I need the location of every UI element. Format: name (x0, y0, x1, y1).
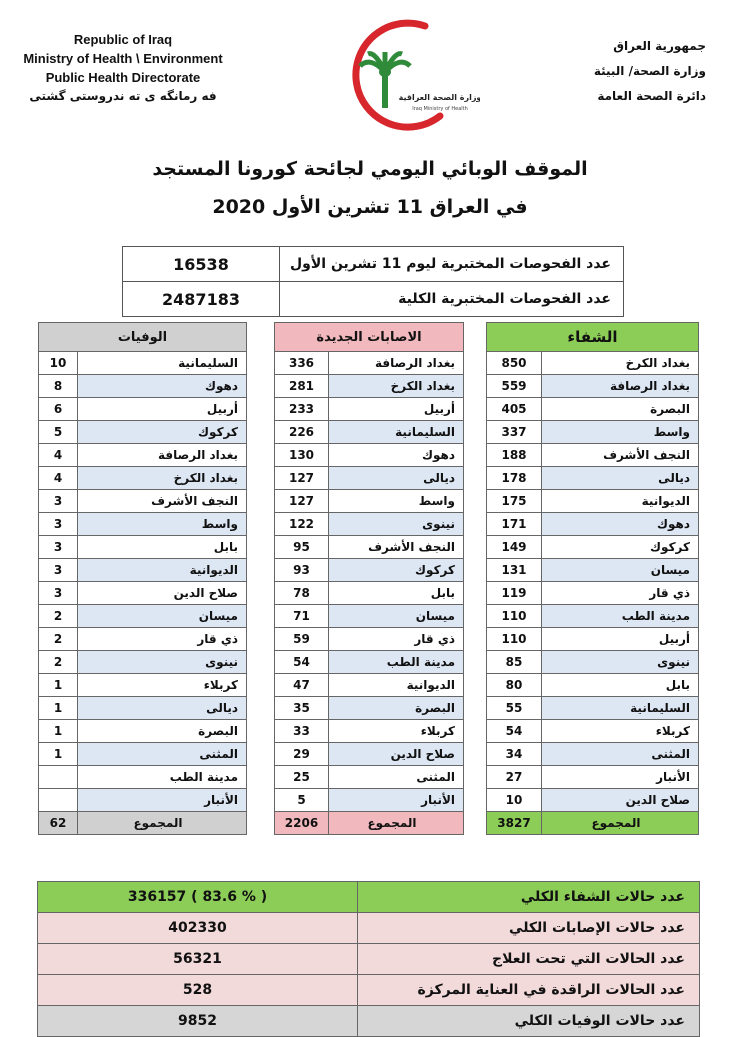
governorate-name: صلاح الدين (78, 582, 247, 605)
governorate-count: 78 (275, 582, 329, 605)
table-row (487, 536, 699, 559)
governorate-name: واسط (329, 490, 464, 513)
header-ar-line: دائرة الصحة العامة (597, 89, 706, 103)
table-row (487, 467, 699, 490)
table-row (39, 674, 247, 697)
table-row (487, 674, 699, 697)
governorate-name: صلاح الدين (542, 789, 699, 812)
table-row (275, 375, 464, 398)
tests-table (122, 246, 624, 317)
governorate-name: واسط (542, 421, 699, 444)
governorate-count: 281 (275, 375, 329, 398)
governorate-name: دهوك (542, 513, 699, 536)
governorate-name: نينوى (78, 651, 247, 674)
summary-value: 9852 (38, 1006, 358, 1037)
governorate-count: 54 (487, 720, 542, 743)
header-en-line: Ministry of Health \ Environment (23, 51, 223, 66)
tests-value: 2487183 (123, 282, 280, 317)
governorate-count: 233 (275, 398, 329, 421)
governorate-count: 175 (487, 490, 542, 513)
governorate-count: 337 (487, 421, 542, 444)
governorate-name: النجف الأشرف (542, 444, 699, 467)
governorate-count: 131 (487, 559, 542, 582)
table-row (275, 559, 464, 582)
table-row (487, 559, 699, 582)
governorate-name: واسط (78, 513, 247, 536)
governorate-count: 80 (487, 674, 542, 697)
governorate-count: 25 (275, 766, 329, 789)
table-row (487, 743, 699, 766)
governorate-name: النجف الأشرف (329, 536, 464, 559)
governorate-count: 122 (275, 513, 329, 536)
governorate-count: 4 (39, 467, 78, 490)
governorate-count: 1 (39, 674, 78, 697)
governorate-count: 55 (487, 697, 542, 720)
table-row (39, 467, 247, 490)
table-row (275, 674, 464, 697)
page-title: الموقف الوبائي اليومي لجائحة كورونا المستجد (152, 158, 588, 180)
governorate-name: صلاح الدين (329, 743, 464, 766)
table-row (275, 743, 464, 766)
header-arabic (546, 34, 706, 109)
governorate-count: 178 (487, 467, 542, 490)
table-header: الشفاء (487, 323, 699, 352)
summary-row (38, 882, 700, 913)
table-row (39, 352, 247, 375)
table-row (275, 513, 464, 536)
governorate-count: 850 (487, 352, 542, 375)
governorate-name: الأنبار (329, 789, 464, 812)
tests-value: 16538 (123, 247, 280, 282)
table-row (275, 628, 464, 651)
table-row (487, 789, 699, 812)
governorate-count: 3 (39, 536, 78, 559)
table-row (487, 651, 699, 674)
table-row (39, 536, 247, 559)
table-row (39, 766, 247, 789)
header-english (4, 30, 242, 106)
summary-row (38, 1006, 700, 1037)
governorate-count: 47 (275, 674, 329, 697)
governorate-name: كربلاء (78, 674, 247, 697)
table-row (275, 651, 464, 674)
governorate-name: المثنى (78, 743, 247, 766)
governorate-count: 405 (487, 398, 542, 421)
tests-label: عدد الفحوصات المختبرية الكلية (280, 282, 624, 317)
table-row (275, 352, 464, 375)
governorate-count (39, 789, 78, 812)
governorate-name: الديوانية (78, 559, 247, 582)
governorate-count: 149 (487, 536, 542, 559)
table-row (39, 559, 247, 582)
table-row (275, 490, 464, 513)
governorate-name: النجف الأشرف (78, 490, 247, 513)
page-subtitle: في العراق 11 تشرين الأول 2020 (212, 196, 528, 218)
tests-row (123, 247, 624, 282)
governorate-name: كربلاء (329, 720, 464, 743)
total-label: المجموع (78, 812, 247, 835)
table-row (39, 490, 247, 513)
table-row (275, 720, 464, 743)
table-row (487, 697, 699, 720)
table-total-row (275, 812, 464, 835)
total-value: 2206 (275, 812, 329, 835)
summary-label: عدد حالات الوفيات الكلي (358, 1006, 700, 1037)
table-row (39, 582, 247, 605)
governorate-count (39, 766, 78, 789)
governorate-name: ديالى (78, 697, 247, 720)
table-row (39, 375, 247, 398)
summary-label: عدد حالات الشفاء الكلي (358, 882, 700, 913)
total-label: المجموع (542, 812, 699, 835)
governorate-count: 2 (39, 628, 78, 651)
governorate-count: 559 (487, 375, 542, 398)
governorate-name: مدينة الطب (78, 766, 247, 789)
table-row (39, 789, 247, 812)
governorate-count: 1 (39, 720, 78, 743)
table-row (39, 697, 247, 720)
table-row (275, 444, 464, 467)
governorate-count: 130 (275, 444, 329, 467)
governorate-count: 34 (487, 743, 542, 766)
ministry-logo (330, 16, 480, 136)
governorate-name: بغداد الرصافة (78, 444, 247, 467)
governorate-count: 3 (39, 582, 78, 605)
summary-value: 402330 (38, 913, 358, 944)
table-total-row (39, 812, 247, 835)
governorate-name: بابل (78, 536, 247, 559)
table-row (39, 513, 247, 536)
governorate-count: 85 (487, 651, 542, 674)
table-row (487, 352, 699, 375)
governorate-count: 1 (39, 697, 78, 720)
table-row (487, 421, 699, 444)
governorate-count: 2 (39, 605, 78, 628)
header-en-line: فه رمانگه ی ته ندروستی گشتی (29, 89, 217, 103)
table-row (39, 421, 247, 444)
summary-value: 56321 (38, 944, 358, 975)
governorate-name: بغداد الرصافة (329, 352, 464, 375)
governorate-name: بغداد الكرخ (542, 352, 699, 375)
governorate-name: نينوى (329, 513, 464, 536)
palm-tree-icon (330, 16, 480, 136)
table-header-row (487, 323, 699, 352)
table-row (275, 605, 464, 628)
summary-label: عدد حالات الإصابات الكلي (358, 913, 700, 944)
governorate-name: الديوانية (329, 674, 464, 697)
governorate-count: 1 (39, 743, 78, 766)
recoveries-table (486, 322, 699, 835)
table-row (39, 628, 247, 651)
governorate-name: ذي قار (329, 628, 464, 651)
table-row (487, 628, 699, 651)
governorate-count: 8 (39, 375, 78, 398)
table-row (275, 398, 464, 421)
table-row (275, 582, 464, 605)
table-row (487, 398, 699, 421)
table-row (39, 605, 247, 628)
governorate-count: 29 (275, 743, 329, 766)
governorate-name: مدينة الطب (329, 651, 464, 674)
table-row (39, 444, 247, 467)
governorate-name: أربيل (542, 628, 699, 651)
summary-label: عدد الحالات التي تحت العلاج (358, 944, 700, 975)
table-row (39, 720, 247, 743)
governorate-name: الأنبار (78, 789, 247, 812)
total-label: المجموع (329, 812, 464, 835)
table-header: الوفيات (39, 323, 247, 352)
governorate-name: ميسان (78, 605, 247, 628)
table-row (487, 582, 699, 605)
governorate-count: 33 (275, 720, 329, 743)
summary-row (38, 944, 700, 975)
governorate-name: أربيل (78, 398, 247, 421)
tests-label: عدد الفحوصات المختبرية ليوم 11 تشرين الأول (280, 247, 624, 282)
governorate-name: مدينة الطب (542, 605, 699, 628)
governorate-name: دهوك (329, 444, 464, 467)
governorate-name: البصرة (329, 697, 464, 720)
governorate-name: بابل (329, 582, 464, 605)
summary-value: 528 (38, 975, 358, 1006)
governorate-count: 188 (487, 444, 542, 467)
summary-row (38, 913, 700, 944)
governorate-name: كركوك (542, 536, 699, 559)
governorate-name: بابل (542, 674, 699, 697)
table-row (275, 789, 464, 812)
logo-text: وزارة الصحة العراقية (398, 93, 480, 102)
table-row (275, 766, 464, 789)
governorate-count: 95 (275, 536, 329, 559)
governorate-name: دهوك (78, 375, 247, 398)
governorate-count: 6 (39, 398, 78, 421)
governorate-name: السليمانية (78, 352, 247, 375)
governorate-count: 336 (275, 352, 329, 375)
governorate-count: 119 (487, 582, 542, 605)
deaths-table (38, 322, 247, 835)
tests-row (123, 282, 624, 317)
governorate-count: 171 (487, 513, 542, 536)
governorate-name: ذي قار (78, 628, 247, 651)
header-en-line: Public Health Directorate (45, 70, 201, 85)
governorate-count: 10 (487, 789, 542, 812)
governorate-name: كربلاء (542, 720, 699, 743)
governorate-count: 3 (39, 490, 78, 513)
header-en-line: Republic of Iraq (73, 32, 173, 47)
governorate-count: 3 (39, 559, 78, 582)
governorate-count: 54 (275, 651, 329, 674)
table-row (487, 375, 699, 398)
governorate-count: 71 (275, 605, 329, 628)
governorate-count: 110 (487, 628, 542, 651)
governorate-count: 4 (39, 444, 78, 467)
governorate-count: 2 (39, 651, 78, 674)
governorate-name: نينوى (542, 651, 699, 674)
table-row (487, 720, 699, 743)
governorate-name: بغداد الكرخ (329, 375, 464, 398)
governorate-count: 5 (275, 789, 329, 812)
governorate-name: البصرة (542, 398, 699, 421)
table-total-row (487, 812, 699, 835)
table-header-row (39, 323, 247, 352)
table-row (275, 421, 464, 444)
table-row (39, 651, 247, 674)
table-row (275, 467, 464, 490)
total-value: 62 (39, 812, 78, 835)
table-row (487, 490, 699, 513)
governorate-name: كركوك (329, 559, 464, 582)
table-row (487, 513, 699, 536)
header-ar-line: جمهورية العراق (613, 39, 706, 53)
governorate-count: 3 (39, 513, 78, 536)
table-row (487, 766, 699, 789)
governorate-name: الديوانية (542, 490, 699, 513)
governorate-name: الأنبار (542, 766, 699, 789)
governorate-name: بغداد الكرخ (78, 467, 247, 490)
table-row (275, 697, 464, 720)
table-row (39, 743, 247, 766)
new-cases-table (274, 322, 464, 835)
table-header: الاصابات الجديدة (275, 323, 464, 352)
governorate-count: 93 (275, 559, 329, 582)
governorate-count: 127 (275, 490, 329, 513)
governorate-name: ذي قار (542, 582, 699, 605)
governorate-name: أربيل (329, 398, 464, 421)
governorate-name: المثنى (329, 766, 464, 789)
governorate-name: ميسان (542, 559, 699, 582)
governorate-count: 59 (275, 628, 329, 651)
summary-table (37, 881, 700, 1037)
header-ar-line: وزارة الصحة/ البيئة (593, 64, 706, 78)
governorate-count: 110 (487, 605, 542, 628)
total-value: 3827 (487, 812, 542, 835)
table-row (275, 536, 464, 559)
governorate-name: بغداد الرصافة (542, 375, 699, 398)
governorate-name: كركوك (78, 421, 247, 444)
governorate-name: ميسان (329, 605, 464, 628)
table-row (39, 398, 247, 421)
table-row (487, 444, 699, 467)
governorate-count: 226 (275, 421, 329, 444)
table-row (487, 605, 699, 628)
governorate-count: 127 (275, 467, 329, 490)
governorate-count: 5 (39, 421, 78, 444)
summary-label: عدد الحالات الراقدة في العناية المركزة (358, 975, 700, 1006)
governorate-count: 27 (487, 766, 542, 789)
governorate-count: 35 (275, 697, 329, 720)
summary-row (38, 975, 700, 1006)
governorate-count: 10 (39, 352, 78, 375)
governorate-name: ديالى (329, 467, 464, 490)
governorate-name: السليمانية (329, 421, 464, 444)
summary-value: 336157 ( 83.6 % ) (38, 882, 358, 913)
logo-subtext: Iraq Ministry of Health (412, 106, 468, 112)
table-header-row (275, 323, 464, 352)
governorate-name: السليمانية (542, 697, 699, 720)
governorate-name: المثنى (542, 743, 699, 766)
governorate-name: البصرة (78, 720, 247, 743)
governorate-name: ديالى (542, 467, 699, 490)
